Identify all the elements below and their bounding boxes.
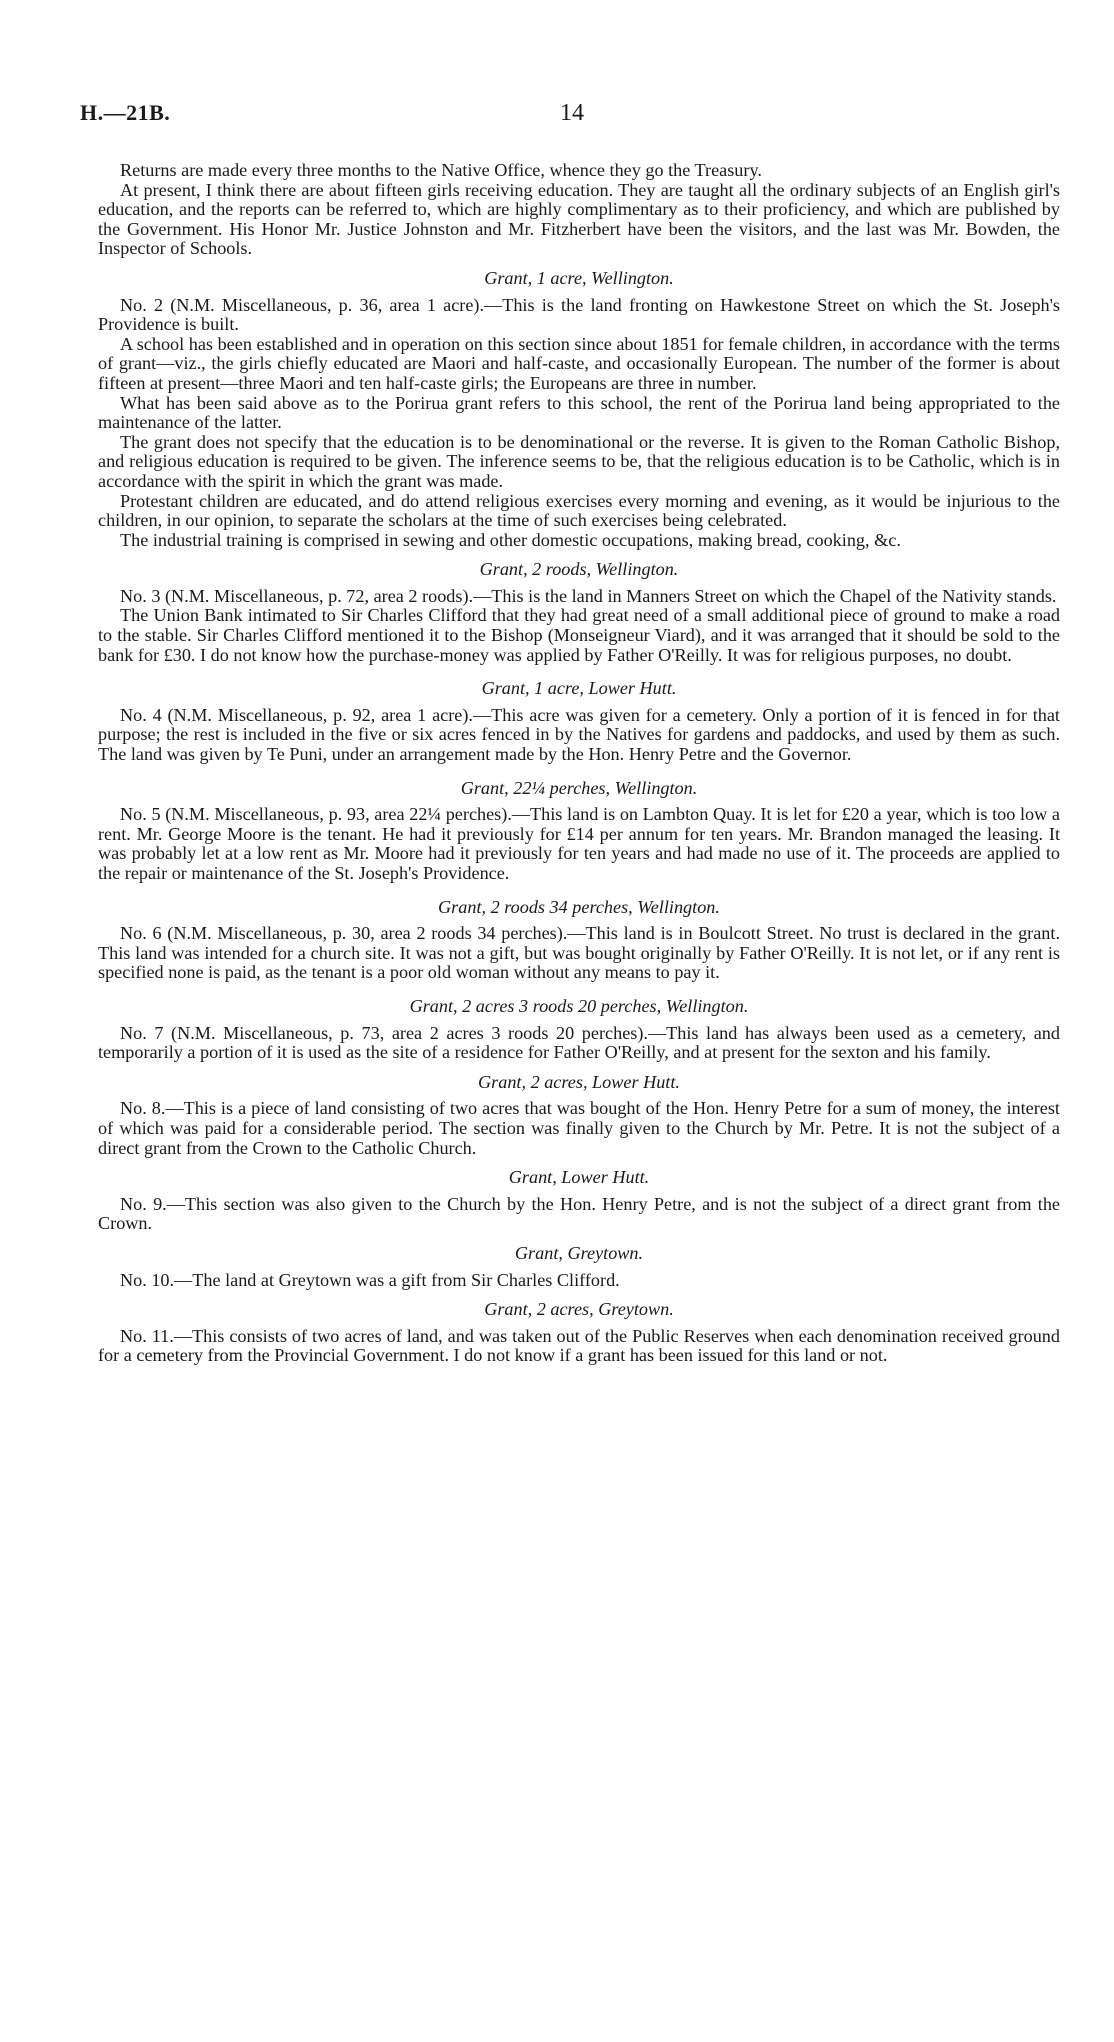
document-body: [98, 161, 1060, 1366]
paragraph: No. 6 (N.M. Miscellaneous, p. 30, area 2 roods 34 perches).—This land is in Boulcott Street. No trust is declared in the grant. This land was intended for a church site. It was not a gift, but was bought originally by Father O'Reilly. It is not let, or if any rent is specified none is paid, as the tenant is a poor old woman without any means to pay it.: [98, 923, 1060, 983]
page-header: [80, 100, 1040, 132]
paragraph: No. 3 (N.M. Miscellaneous, p. 72, area 2 roods).—This is the land in Manners Street on which the Chapel of the Nativity stands.: [120, 585, 1057, 606]
paragraph: A school has been established and in operation on this section since about 1851 for female children, in accordance with the terms of grant—viz., the girls chiefly educated are Maori and half-caste, and occasionally European. The number of the former is about fifteen at present—three Maori and ten half-caste girls; the Europeans are three in number.: [98, 333, 1060, 393]
section-heading: Grant, 1 acre, Wellington.: [484, 267, 674, 288]
paragraph: No. 5 (N.M. Miscellaneous, p. 93, area 22¼ perches).—This land is on Lambton Quay. It is let for £20 a year, which is too low a rent. Mr. George Moore is the tenant. He had it previously for £14 per annum for ten years. Mr. Brandon managed the leasing. It was probably let at a low rent as Mr. Moore had it previously for ten years and had made no use of it. The proceeds are applied to the repair or maintenance of the St. Joseph's Providence.: [98, 804, 1060, 883]
section-heading: Grant, 22¼ perches, Wellington.: [460, 777, 698, 798]
paragraph: Protestant children are educated, and do attend religious exercises every morning and evening, as it would be injurious to the children, in our opinion, to separate the scholars at the time of such exercises being celebrated.: [98, 490, 1060, 531]
paragraph: No. 8.—This is a piece of land consisting of two acres that was bought of the Hon. Henry Petre for a sum of money, the interest of which was paid for a considerable period. The section was finally given to the Church by Mr. Petre. It is not the subject of a direct grant from the Crown to the Catholic Church.: [98, 1098, 1060, 1158]
page-number: 14: [560, 100, 584, 126]
paragraph: Returns are made every three months to the Native Office, whence they go the Treasury.: [120, 160, 762, 180]
section-heading: Grant, 2 acres, Lower Hutt.: [478, 1071, 680, 1092]
paragraph: The grant does not specify that the education is to be denominational or the reverse. It is given to the Roman Catholic Bishop, and religious education is required to be given. The inference seems to be, that the religious education is to be Catholic, which is in accordance with the spirit in which the grant was made.: [98, 431, 1060, 491]
paragraph: The Union Bank intimated to Sir Charles Clifford that they had great need of a small additional piece of ground to make a road to the stable. Sir Charles Clifford mentioned it to the Bishop (Monseigneur Viard), and it was arranged that it should be sold to the bank for £30. I do not know how the purchase-money was applied by Father O'Reilly. It was for religious purposes, no doubt.: [98, 605, 1060, 665]
section-heading: Grant, 2 roods, Wellington.: [479, 559, 679, 580]
paragraph: The industrial training is comprised in sewing and other domestic occupations, making bread, cooking, &c.: [120, 529, 901, 550]
paragraph: No. 4 (N.M. Miscellaneous, p. 92, area 1 acre).—This acre was given for a cemetery. Only a portion of it is fenced in for that purpose; the rest is included in the five or six acres fenced in by the Natives for gardens and paddocks, and used by them as such. The land was given by Te Puni, under an arrangement made by the Hon. Henry Petre and the Governor.: [98, 704, 1060, 765]
section-heading: Grant, 2 roods 34 perches, Wellington.: [438, 896, 720, 917]
paragraph: No. 9.—This section was also given to the Church by the Hon. Henry Petre, and is not the subject of a direct grant from the Crown.: [98, 1193, 1060, 1234]
paragraph: No. 10.—The land at Greytown was a gift from Sir Charles Clifford.: [120, 1269, 620, 1290]
paragraph: What has been said above as to the Porirua grant refers to this school, the rent of the Porirua land being appropriated to the maintenance of the latter.: [98, 392, 1060, 433]
paragraph: At present, I think there are about fifteen girls receiving education. They are taught all the ordinary subjects of an English girl's education, and the reports can be referred to, which are highly complimentary as to their proficiency, and which are published by the Government. His Honor Mr. Justice Johnston and Mr. Fitzherbert have been the visitors, and the last was Mr. Bowden, the Inspector of Schools.: [98, 179, 1060, 259]
section-heading: Grant, Greytown.: [514, 1242, 644, 1263]
section-heading: Grant, 2 acres 3 roods 20 perches, Wellington.: [409, 995, 749, 1016]
document-code: H.—21B.: [80, 100, 171, 125]
section-heading: Grant, 1 acre, Lower Hutt.: [481, 678, 677, 699]
paragraph: No. 7 (N.M. Miscellaneous, p. 73, area 2 acres 3 roods 20 perches).—This land has always been used as a cemetery, and temporarily a portion of it is used as the site of a residence for Father O'Reilly, and at present for the sexton and his family.: [98, 1022, 1060, 1063]
paragraph: No. 2 (N.M. Miscellaneous, p. 36, area 1 acre).—This is the land fronting on Hawkestone Street on which the St. Joseph's Providence is built.: [98, 294, 1060, 335]
section-heading: Grant, Lower Hutt.: [508, 1167, 650, 1188]
section-heading: Grant, 2 acres, Greytown.: [484, 1299, 674, 1320]
paragraph: No. 11.—This consists of two acres of land, and was taken out of the Public Reserves when each denomination received ground for a cemetery from the Provincial Government. I do not know if a grant has been issued for this land or not.: [98, 1325, 1060, 1366]
